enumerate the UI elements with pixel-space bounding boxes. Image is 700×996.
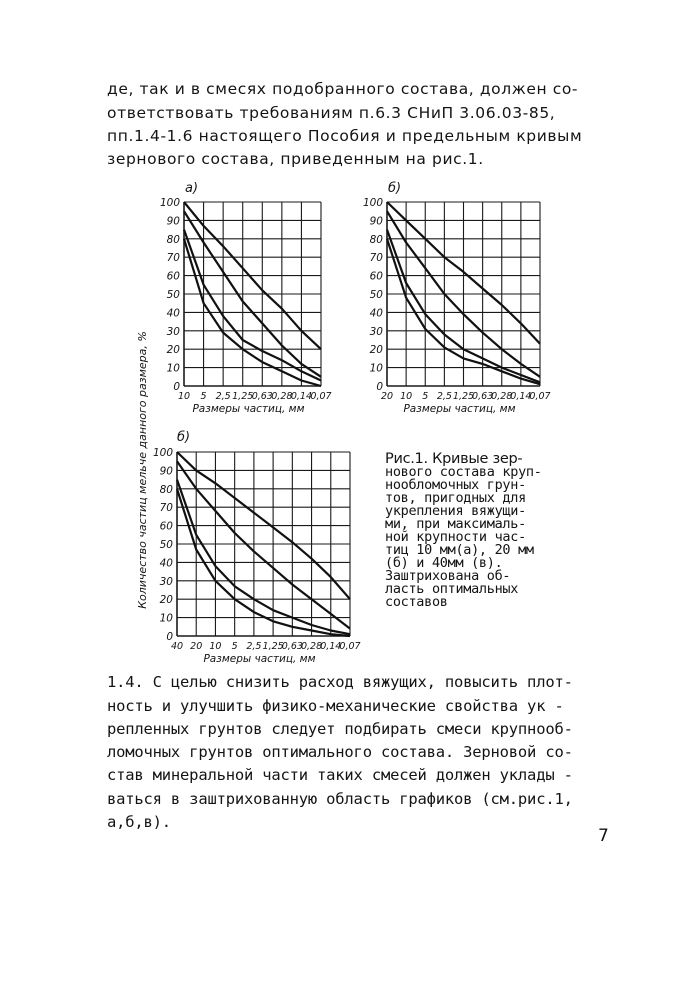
- y-tick-label: 80: [166, 233, 180, 246]
- y-tick-label: 100: [159, 197, 180, 209]
- y-tick-label: 40: [159, 557, 173, 570]
- y-tick-label: 70: [166, 252, 180, 265]
- y-tick-label: 80: [369, 233, 383, 246]
- y-tick-label: 10: [166, 362, 180, 375]
- caption-line: ласть оптимальных: [385, 581, 519, 597]
- y-tick-label: 20: [159, 594, 173, 607]
- y-tick-label: 40: [166, 307, 180, 320]
- y-tick-label: 90: [159, 465, 173, 478]
- caption-line: ной крупности час-: [385, 529, 526, 545]
- x-tick-label: 5: [422, 391, 429, 402]
- y-tick-label: 20: [369, 344, 383, 357]
- y-tick-label: 50: [166, 289, 180, 301]
- text-line: ваться в заштрихованную область графиков (см.рис.1,: [107, 790, 573, 808]
- y-tick-label: 0: [166, 631, 173, 643]
- text-line: пп.1.4-1.6 настоящего Пособия и предельным кривым: [107, 127, 583, 145]
- y-tick-label: 60: [166, 270, 180, 283]
- y-tick-label: 90: [166, 215, 180, 228]
- y-tick-label: 60: [159, 520, 173, 533]
- text-line: зернового состава, приведенным на рис.1.: [107, 150, 484, 168]
- y-tick-label: 60: [369, 270, 383, 283]
- x-tick-label: 2,5: [436, 391, 452, 402]
- caption-line: нообломочных грун-: [385, 477, 526, 493]
- y-tick-label: 30: [166, 325, 180, 338]
- y-tick-label: 70: [369, 252, 383, 265]
- chart-label: а): [185, 181, 199, 196]
- x-tick-label: 0,07: [529, 391, 551, 402]
- x-tick-label: 5: [200, 391, 207, 402]
- caption-line: укрепления вяжущи-: [385, 503, 526, 519]
- x-tick-label: 0,14: [510, 391, 532, 402]
- caption-line: ми, при максималь-: [385, 516, 526, 532]
- text-line: став минеральной части таких смесей должен уклады -: [107, 766, 573, 784]
- x-tick-label: 10: [209, 641, 222, 652]
- page-number: 7: [598, 826, 609, 846]
- text-line: репленных грунтов следует подбирать смеси крупнооб-: [107, 720, 573, 738]
- x-tick-label: 5: [231, 641, 238, 652]
- x-tick-label: 0,14: [320, 641, 342, 652]
- y-tick-label: 30: [159, 575, 173, 588]
- x-tick-label: 2,5: [246, 641, 262, 652]
- y-tick-label: 70: [159, 502, 173, 515]
- text-line: ломочных грунтов оптимального состава. Зерновой со-: [107, 743, 573, 761]
- x-tick-label: 0,63: [281, 641, 303, 652]
- x-axis-label: Размеры частиц, мм: [203, 653, 316, 665]
- x-tick-label: 0,28: [271, 391, 293, 402]
- figure-caption: [385, 453, 575, 609]
- y-axis-label: Количество частиц мельче данного размера, %: [136, 331, 149, 609]
- x-tick-label: 2,5: [215, 391, 231, 402]
- y-tick-label: 50: [369, 289, 383, 301]
- x-tick-label: 0,28: [300, 641, 323, 652]
- x-tick-label: 20: [380, 391, 394, 402]
- y-tick-label: 30: [369, 325, 383, 338]
- x-tick-label: 20: [190, 641, 203, 652]
- x-tick-label: 0,07: [310, 391, 332, 402]
- x-tick-label: 1,25: [232, 391, 254, 402]
- y-tick-label: 50: [159, 539, 173, 551]
- x-tick-label: 0,14: [290, 391, 313, 402]
- text-line: де, так и в смесях подобранного состава, должен со-: [107, 80, 579, 98]
- x-tick-label: 10: [400, 391, 413, 402]
- y-tick-label: 90: [369, 215, 383, 228]
- text-line: а,б,в).: [107, 813, 171, 831]
- caption-line: Рис.1. Кривые зер-: [385, 451, 523, 467]
- caption-line: тиц 10 мм(а), 20 мм: [385, 542, 534, 558]
- y-tick-label: 0: [173, 381, 180, 393]
- y-tick-label: 0: [376, 381, 383, 393]
- chart-label: б): [388, 181, 402, 196]
- caption-line: составов: [385, 594, 448, 610]
- x-tick-label: 40: [170, 641, 184, 652]
- x-tick-label: 0,07: [339, 641, 361, 652]
- caption-line: тов, пригодных для: [385, 490, 526, 506]
- caption-line: (б) и 40мм (в).: [385, 555, 503, 571]
- x-tick-label: 0,63: [472, 391, 494, 402]
- y-tick-label: 10: [369, 362, 383, 375]
- x-tick-label: 10: [177, 391, 191, 402]
- y-tick-label: 10: [159, 612, 173, 625]
- text-line: 1.4. С целью снизить расход вяжущих, повысить плот-: [107, 673, 573, 691]
- x-tick-label: 1,25: [262, 641, 284, 652]
- caption-line: нового состава круп-: [385, 464, 542, 480]
- chart-label: б): [177, 430, 191, 445]
- text-line: ность и улучшить физико-механические свойства ук -: [107, 697, 564, 715]
- caption-line: Заштрихована об-: [385, 568, 511, 584]
- y-tick-label: 100: [152, 447, 173, 459]
- y-tick-label: 20: [166, 344, 180, 357]
- x-axis-label: Размеры частиц, мм: [403, 403, 516, 415]
- text-line: ответствовать требованиям п.6.3 СНиП 3.06.03-85,: [107, 104, 556, 122]
- x-tick-label: 1,25: [452, 391, 475, 402]
- y-tick-label: 100: [362, 197, 383, 209]
- x-axis-label: Размеры частиц, мм: [192, 403, 305, 415]
- y-tick-label: 80: [159, 483, 173, 496]
- x-tick-label: 0,28: [491, 391, 513, 402]
- x-tick-label: 0,63: [251, 391, 273, 402]
- grading-curve: [177, 480, 350, 635]
- y-tick-label: 40: [369, 307, 383, 320]
